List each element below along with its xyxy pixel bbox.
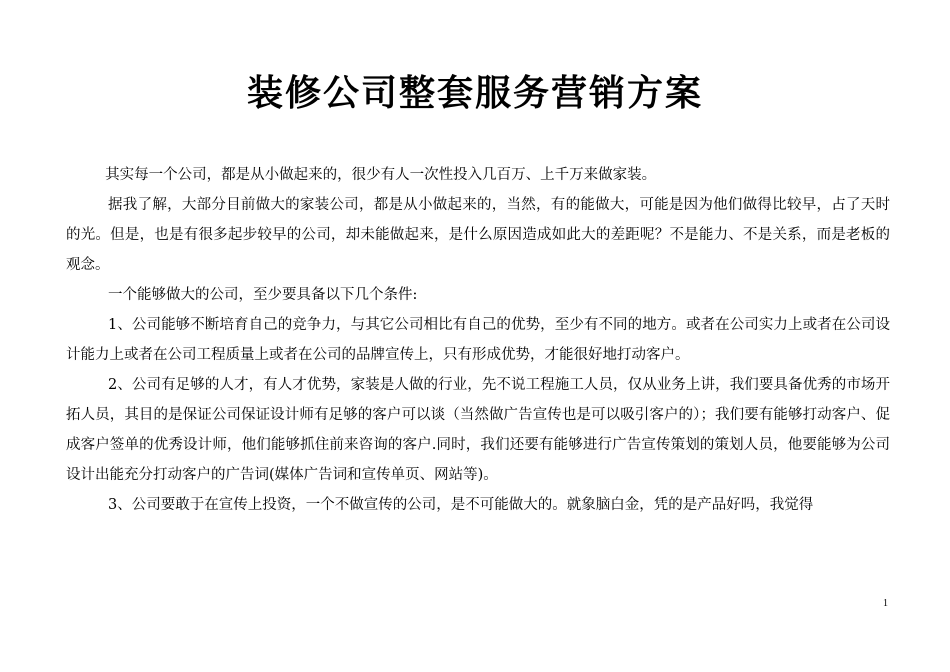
- document-title: 装修公司整套服务营销方案: [246, 73, 703, 114]
- paragraph-condition-2: 2、公司有足够的人才，有人才优势，家装是人做的行业，先不说工程施工人员，仅从业务上讲，我们要具备优秀的市场开拓人员，其目的是保证公司保证设计师有足够的客户可以谈（当然做广告宣传也是可以吸引客户的）；我们要有能够打动客户、促成客户签单的优秀设计师，他们能够抓住前来咨询的客户.同时，我们还要有能够进行广告宣传策划的策划人员，他要能够为公司设计出能充分打动客户的广告词(媒体广告词和宣传单页、网站等)。: [66, 377, 890, 483]
- paragraph-condition-3: 3、公司要敢于在宣传上投资，一个不做宣传的公司，是不可能做大的。就象脑白金，凭的是产品好吗，我觉得: [108, 497, 814, 513]
- document-body: [66, 160, 890, 520]
- paragraph-conditions-lead: 一个能够做大的公司，至少要具备以下几个条件:: [108, 287, 418, 303]
- paragraph-condition-1: 1、公司能够不断培育自己的竞争力，与其它公司相比有自己的优势，至少有不同的地方。或者在公司实力上或者在公司设计能力上或者在公司工程质量上或者在公司的品牌宣传上，只有形成优势，才能很好地打动客户。: [66, 317, 890, 363]
- paragraph-observation: 据我了解，大部分目前做大的家装公司，都是从小做起来的，当然，有的能做大，可能是因为他们做得比较早，占了天时的光。但是，也是有很多起步较早的公司，却未能做起来，是什么原因造成如此大的差距呢？不是能力、不是关系，而是老板的观念。: [66, 197, 890, 273]
- page-number: 1: [883, 598, 888, 609]
- paragraph-intro: 其实每一个公司，都是从小做起来的，很少有人一次性投入几百万、上千万来做家装。: [105, 167, 657, 183]
